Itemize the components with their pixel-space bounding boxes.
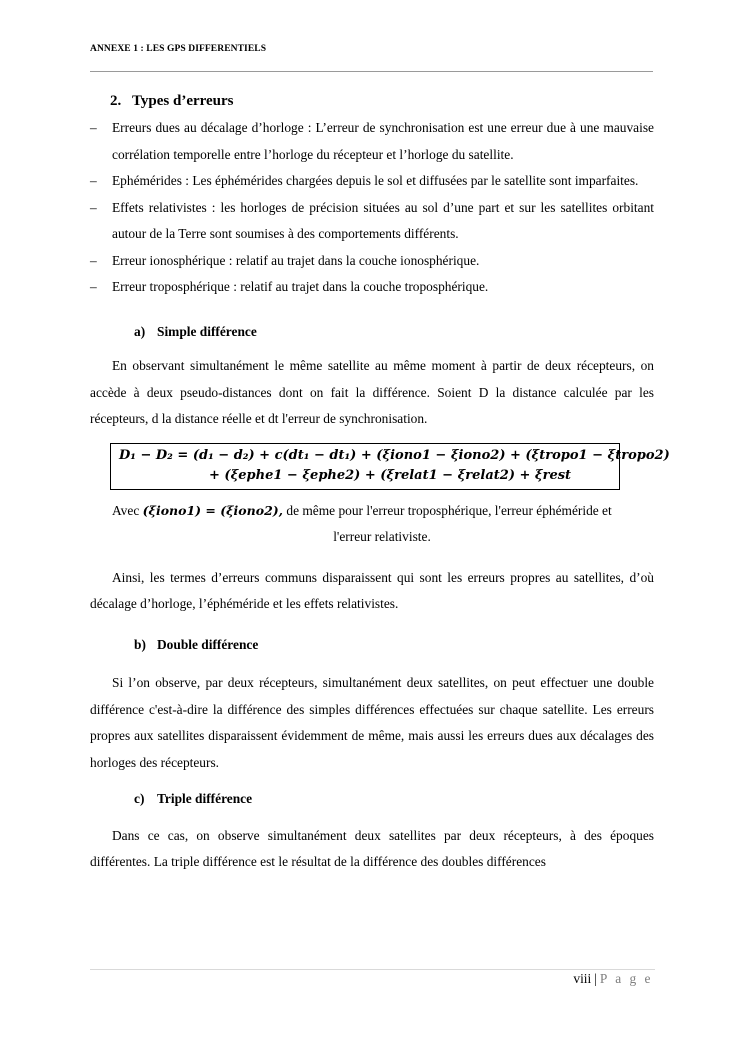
list-item-text: Ephémérides : Les éphémérides chargées depuis le sol et diffusées par le satellite sont imparfaites. bbox=[112, 173, 639, 188]
formula-line-1: D₁ − D₂ = (d₁ − d₂) + c(dt₁ − dt₁) + (ξiono1 − ξiono2) + (ξtropo1 − ξtropo2) bbox=[119, 447, 670, 463]
subsection-title-text: Triple différence bbox=[157, 791, 253, 806]
list-item-text: Erreurs dues au décalage d’horloge : L’erreur de synchronisation est une erreur due à une mauvaise corrélation temporelle entre l’horloge du récepteur et l’horloge du satellite. bbox=[112, 120, 654, 162]
page-number: viii bbox=[573, 971, 592, 986]
paragraph-double: Si l’on observe, par deux récepteurs, simultanément deux satellites, on peut effectuer une double différence c'est-à-dire la différence des simples différences effectuées sur chaque satellite. Les erreurs propres aux satellites disparaissent évidemment de même, mais aussi les erreurs dues aux décalages des horloges des récepteurs. bbox=[90, 675, 654, 770]
list-item-text: Effets relativistes : les horloges de précision situées au sol d’une part et sur les satellites orbitant autour de la Terre sont soumises à des comportements différents. bbox=[112, 199, 654, 241]
formula-line-2: + (ξephe1 − ξephe2) + (ξrelat1 − ξrelat2) + ξrest bbox=[209, 467, 572, 483]
subsection-title-double bbox=[90, 632, 654, 659]
avec-math: (ξiono1) = (ξiono2), bbox=[142, 502, 284, 518]
dash-bullet: – bbox=[90, 173, 97, 188]
subsection-title-triple bbox=[90, 786, 654, 813]
dash-bullet: – bbox=[90, 252, 97, 268]
section-title-text: Types d’erreurs bbox=[132, 93, 234, 109]
list-item-text: Erreur troposphérique : relatif au trajet dans la couche troposphérique. bbox=[112, 279, 489, 294]
list-item-text: Erreur ionosphérique : relatif au trajet dans la couche ionosphérique. bbox=[112, 252, 480, 268]
avec-text: de même pour l'erreur troposphérique, l'erreur éphéméride et bbox=[286, 502, 612, 518]
avec-prefix: Avec bbox=[112, 502, 140, 518]
dash-bullet: – bbox=[90, 199, 97, 215]
subsection-letter: c) bbox=[134, 791, 145, 806]
page-body bbox=[90, 89, 670, 876]
dash-bullet: – bbox=[90, 279, 97, 294]
dash-bullet: – bbox=[90, 120, 97, 135]
paragraph-simple-conclusion: Ainsi, les termes d’erreurs communs disparaissent qui sont les erreurs propres au satellites, d’où décalage d’horloge, l’éphéméride et les effets relativistes. bbox=[90, 569, 654, 611]
page-label: P a g e bbox=[599, 971, 653, 986]
footer-separator: | bbox=[594, 971, 597, 986]
page-footer bbox=[573, 971, 653, 987]
list-item bbox=[90, 195, 654, 248]
list-item bbox=[90, 115, 654, 168]
paragraph-avec bbox=[90, 498, 654, 525]
list-item bbox=[90, 168, 654, 195]
header-rule bbox=[90, 71, 653, 72]
subsection-letter: b) bbox=[134, 636, 146, 652]
list-item bbox=[90, 274, 654, 301]
subsection-letter: a) bbox=[134, 323, 146, 339]
formula-box bbox=[110, 443, 670, 490]
error-types-list bbox=[90, 115, 654, 301]
avec-line-2: l'erreur relativiste. bbox=[333, 529, 431, 544]
paragraph-simple-intro: En observant simultanément le même satellite au même moment à partir de deux récepteurs, on accède à deux pseudo-distances dont on fait la différence. Soient D la distance calculée par les récepteurs, d la distance réelle et dt l'erreur de synchronisation. bbox=[90, 358, 654, 426]
list-item bbox=[90, 248, 654, 275]
paragraph-triple: Dans ce cas, on observe simultanément deux satellites par deux récepteurs, à des époques différentes. La triple différence est le résultat de la différence des doubles différences bbox=[90, 827, 654, 869]
footer-rule bbox=[90, 969, 655, 970]
subsection-title-simple bbox=[90, 319, 654, 346]
subsection-title-text: Simple différence bbox=[157, 323, 257, 339]
subsection-title-text: Double différence bbox=[157, 636, 259, 652]
section-title bbox=[90, 89, 654, 113]
section-number: 2. bbox=[110, 93, 122, 109]
running-header: ANNEXE 1 : LES GPS DIFFERENTIELS bbox=[90, 44, 267, 54]
